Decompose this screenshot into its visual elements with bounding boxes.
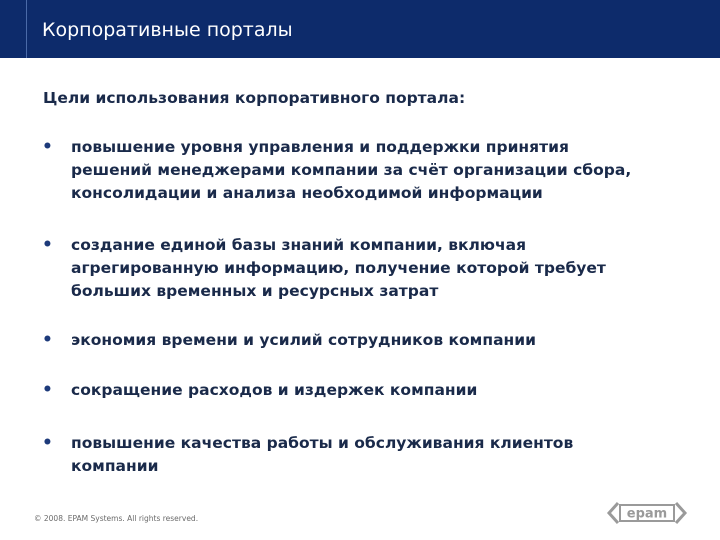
logo-text: epam	[626, 506, 668, 522]
list-item-line: больших временных и ресурсных затрат	[71, 282, 439, 300]
list-item-line: решений менеджерами компании за счёт организации сбора,	[71, 161, 632, 179]
title-bar-rule	[26, 0, 27, 58]
copyright-text: © 2008. EPAM Systems. All rights reserved.	[34, 514, 199, 523]
list-item-line: консолидации и анализа необходимой информации	[71, 184, 543, 202]
list-item-line: повышение качества работы и обслуживания клиентов	[71, 434, 574, 452]
list-item-line: создание единой базы знаний компании, включая	[71, 236, 527, 254]
list-item-text	[71, 379, 711, 402]
list-item-line: повышение уровня управления и поддержки принятия	[71, 138, 569, 156]
list-item-text	[71, 329, 711, 352]
logo-left-chevron	[609, 503, 618, 523]
list-item-line: сокращение расходов и издержек компании	[71, 381, 478, 399]
bullet-icon: •	[42, 330, 53, 350]
list-item-line: экономия времени и усилий сотрудников компании	[71, 331, 536, 349]
bullet-icon: •	[42, 380, 53, 400]
list-item-text	[71, 136, 711, 205]
section-heading: Цели использования корпоративного портала:	[43, 89, 466, 107]
list-item-line: агрегированную информацию, получение которой требует	[71, 259, 606, 277]
epam-logo	[606, 500, 688, 526]
list-item-text	[71, 234, 711, 303]
bullet-icon: •	[42, 235, 53, 255]
page-title: Корпоративные порталы	[42, 19, 293, 41]
title-bar	[0, 0, 720, 58]
bullet-icon: •	[42, 433, 53, 453]
list-item-text	[71, 432, 711, 478]
logo-right-chevron	[676, 503, 685, 523]
list-item-line: компании	[71, 457, 159, 475]
bullet-icon: •	[42, 137, 53, 157]
